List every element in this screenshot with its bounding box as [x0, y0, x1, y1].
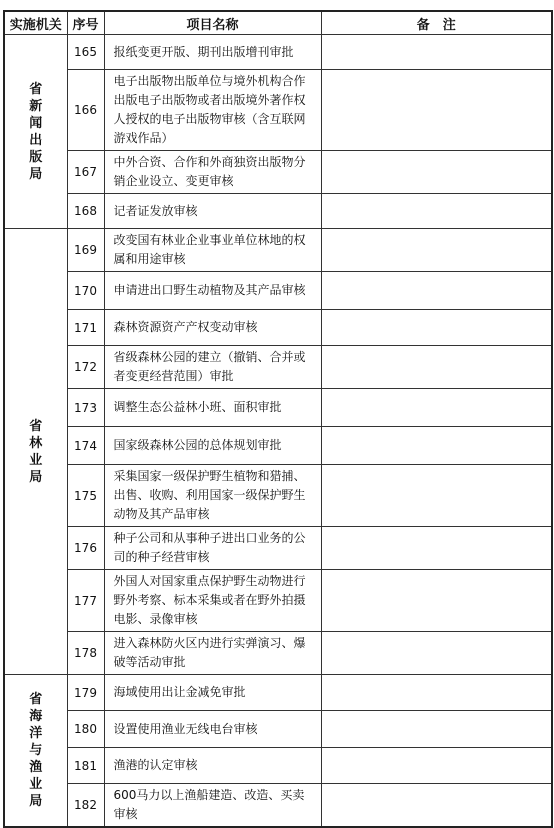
- item-name: 调整生态公益林小班、面积审批: [104, 389, 321, 427]
- table-row: [4, 35, 552, 70]
- note-cell: [321, 784, 552, 828]
- table-row: [4, 310, 552, 346]
- table-row: [4, 272, 552, 310]
- note-cell: [321, 570, 552, 632]
- table-row: [4, 784, 552, 828]
- header-item-name: 项目名称: [104, 11, 321, 35]
- item-name: 报纸变更开版、期刊出版增刊审批: [104, 35, 321, 70]
- item-name: 采集国家一级保护野生植物和猎捕、出售、收购、利用国家一级保护野生动物及其产品审核: [104, 465, 321, 527]
- note-cell: [321, 389, 552, 427]
- row-number: 165: [67, 35, 104, 70]
- row-number: 174: [67, 427, 104, 465]
- table-row: [4, 632, 552, 675]
- note-cell: [321, 151, 552, 194]
- header-note: 备 注: [321, 11, 552, 35]
- header-number: 序号: [67, 11, 104, 35]
- row-number: 171: [67, 310, 104, 346]
- item-name: 省级森林公园的建立（撤销、合并或者变更经营范围）审批: [104, 346, 321, 389]
- item-name: 中外合资、合作和外商独资出版物分销企业设立、变更审核: [104, 151, 321, 194]
- table-row: [4, 70, 552, 151]
- note-cell: [321, 194, 552, 229]
- item-name: 进入森林防火区内进行实弹演习、爆破等活动审批: [104, 632, 321, 675]
- row-number: 179: [67, 675, 104, 711]
- table-row: [4, 389, 552, 427]
- item-name: 外国人对国家重点保护野生动物进行野外考察、标本采集或者在野外拍摄电影、录像审核: [104, 570, 321, 632]
- item-name: 种子公司和从事种子进出口业务的公司的种子经营审核: [104, 527, 321, 570]
- agency-cell: [4, 675, 67, 828]
- row-number: 178: [67, 632, 104, 675]
- note-cell: [321, 632, 552, 675]
- row-number: 167: [67, 151, 104, 194]
- table-row: [4, 229, 552, 272]
- note-cell: [321, 272, 552, 310]
- table-row: [4, 346, 552, 389]
- table-row: [4, 527, 552, 570]
- row-number: 166: [67, 70, 104, 151]
- note-cell: [321, 346, 552, 389]
- approval-items-table: [3, 10, 553, 828]
- item-name: 改变国有林业企业事业单位林地的权属和用途审核: [104, 229, 321, 272]
- row-number: 173: [67, 389, 104, 427]
- row-number: 176: [67, 527, 104, 570]
- table-row: [4, 465, 552, 527]
- row-number: 168: [67, 194, 104, 229]
- item-name: 电子出版物出版单位与境外机构合作出版电子出版物或者出版境外著作权人授权的电子出版物审核（含互联网游戏作品）: [104, 70, 321, 151]
- note-cell: [321, 427, 552, 465]
- row-number: 181: [67, 748, 104, 784]
- agency-name: 省新闻出版局: [29, 81, 43, 182]
- table-row: [4, 570, 552, 632]
- table-row: [4, 675, 552, 711]
- row-number: 170: [67, 272, 104, 310]
- header-agency: 实施机关: [4, 11, 67, 35]
- item-name: 申请进出口野生动植物及其产品审核: [104, 272, 321, 310]
- item-name: 600马力以上渔船建造、改造、买卖审核: [104, 784, 321, 828]
- note-cell: [321, 35, 552, 70]
- note-cell: [321, 748, 552, 784]
- row-number: 169: [67, 229, 104, 272]
- item-name: 设置使用渔业无线电台审核: [104, 711, 321, 748]
- row-number: 175: [67, 465, 104, 527]
- row-number: 182: [67, 784, 104, 828]
- row-number: 172: [67, 346, 104, 389]
- table-row: [4, 194, 552, 229]
- item-name: 海域使用出让金减免审批: [104, 675, 321, 711]
- table-row: [4, 748, 552, 784]
- note-cell: [321, 310, 552, 346]
- table-row: [4, 427, 552, 465]
- note-cell: [321, 70, 552, 151]
- note-cell: [321, 229, 552, 272]
- agency-cell: [4, 229, 67, 675]
- table-row: [4, 151, 552, 194]
- note-cell: [321, 527, 552, 570]
- note-cell: [321, 711, 552, 748]
- note-cell: [321, 465, 552, 527]
- note-cell: [321, 675, 552, 711]
- table-row: [4, 711, 552, 748]
- agency-cell: [4, 35, 67, 229]
- item-name: 记者证发放审核: [104, 194, 321, 229]
- table-header-row: [4, 11, 552, 35]
- item-name: 森林资源资产产权变动审核: [104, 310, 321, 346]
- row-number: 177: [67, 570, 104, 632]
- item-name: 国家级森林公园的总体规划审批: [104, 427, 321, 465]
- item-name: 渔港的认定审核: [104, 748, 321, 784]
- agency-name: 省海洋与渔业局: [29, 692, 43, 809]
- agency-name: 省林业局: [29, 418, 43, 485]
- row-number: 180: [67, 711, 104, 748]
